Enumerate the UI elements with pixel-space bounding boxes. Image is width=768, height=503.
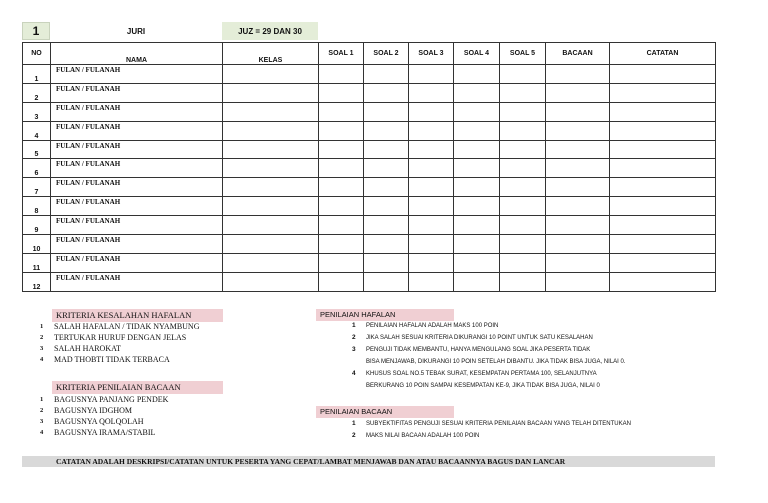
juz-label: JUZ = 29 DAN 30 — [222, 22, 318, 40]
item-text-line: PENILAIAN HAFALAN ADALAH MAKS 100 POIN — [366, 323, 499, 329]
score-cell[interactable] — [610, 253, 716, 272]
score-cell[interactable] — [610, 83, 716, 102]
item-number: 3 — [40, 418, 44, 425]
score-cell[interactable] — [319, 197, 364, 216]
score-cell[interactable] — [319, 83, 364, 102]
participant-name: FULAN / FULANAH — [51, 102, 223, 121]
score-cell[interactable] — [546, 140, 610, 159]
list-item — [40, 405, 168, 416]
score-cell[interactable] — [454, 121, 500, 140]
score-cell[interactable] — [409, 140, 454, 159]
score-cell[interactable] — [223, 253, 319, 272]
participant-name: FULAN / FULANAH — [51, 65, 223, 84]
list-item — [40, 332, 199, 343]
table-row — [23, 197, 716, 216]
score-cell[interactable] — [500, 178, 546, 197]
score-cell[interactable] — [546, 272, 610, 291]
score-cell[interactable] — [454, 178, 500, 197]
score-cell[interactable] — [454, 83, 500, 102]
item-text: TERTUKAR HURUF DENGAN JELAS — [54, 333, 187, 342]
table-row — [23, 159, 716, 178]
score-cell[interactable] — [319, 178, 364, 197]
column-header-soal-4: SOAL 4 — [454, 43, 500, 65]
table-row — [23, 216, 716, 235]
score-cell[interactable] — [500, 216, 546, 235]
score-cell[interactable] — [364, 140, 409, 159]
score-cell[interactable] — [409, 197, 454, 216]
penilaian-bacaan-list — [352, 418, 631, 442]
item-text: SALAH HAROKAT — [54, 344, 121, 353]
score-cell[interactable] — [364, 253, 409, 272]
participant-name: FULAN / FULANAH — [51, 83, 223, 102]
item-text: BAGUSNYA QOLQOLAH — [54, 417, 144, 426]
item-text: MAD THOBTI TIDAK TERBACA — [54, 355, 170, 364]
item-number: 1 — [40, 396, 44, 403]
score-cell[interactable] — [546, 178, 610, 197]
score-cell[interactable] — [364, 102, 409, 121]
participant-name: FULAN / FULANAH — [51, 197, 223, 216]
score-cell[interactable] — [319, 65, 364, 84]
item-text-line: PENGUJI TIDAK MEMBANTU, HANYA MENGULANG SOAL JIKA PESERTA TIDAK — [366, 347, 591, 353]
list-item — [352, 430, 631, 442]
juri-label: JURI — [126, 26, 146, 36]
score-table — [22, 42, 716, 292]
participant-name: FULAN / FULANAH — [51, 253, 223, 272]
participant-name: FULAN / FULANAH — [51, 140, 223, 159]
score-cell[interactable] — [223, 272, 319, 291]
score-cell[interactable] — [500, 121, 546, 140]
participant-name: FULAN / FULANAH — [51, 159, 223, 178]
row-number: 1 — [23, 65, 51, 84]
score-cell[interactable] — [546, 235, 610, 254]
score-cell[interactable] — [610, 197, 716, 216]
score-cell[interactable] — [364, 216, 409, 235]
score-cell[interactable] — [319, 140, 364, 159]
score-cell[interactable] — [319, 102, 364, 121]
score-cell[interactable] — [500, 272, 546, 291]
score-cell[interactable] — [223, 159, 319, 178]
participant-name: FULAN / FULANAH — [51, 272, 223, 291]
score-cell[interactable] — [319, 121, 364, 140]
kriteria-bacaan-title: KRITERIA PENILAIAN BACAAN — [52, 381, 223, 394]
item-number: 1 — [352, 420, 356, 427]
list-item — [352, 344, 626, 368]
row-number: 6 — [23, 159, 51, 178]
penilaian-bacaan-title: PENILAIAN BACAAN — [316, 406, 454, 418]
item-text: SALAH HAFALAN / TIDAK NYAMBUNG — [54, 322, 200, 331]
score-cell[interactable] — [610, 178, 716, 197]
penilaian-hafalan-title: PENILAIAN HAFALAN — [316, 309, 454, 321]
list-item — [40, 343, 199, 354]
table-row — [23, 178, 716, 197]
score-cell[interactable] — [223, 102, 319, 121]
score-cell[interactable] — [546, 65, 610, 84]
item-number: 2 — [40, 334, 44, 341]
score-cell[interactable] — [500, 197, 546, 216]
table-header-row — [23, 43, 716, 65]
participant-name: FULAN / FULANAH — [51, 178, 223, 197]
table-row — [23, 272, 716, 291]
row-number: 9 — [23, 216, 51, 235]
score-cell[interactable] — [610, 121, 716, 140]
table-row — [23, 121, 716, 140]
score-cell[interactable] — [454, 197, 500, 216]
item-number: 2 — [40, 407, 44, 414]
kriteria-hafalan-list — [40, 321, 199, 365]
score-cell[interactable] — [364, 197, 409, 216]
score-cell[interactable] — [364, 235, 409, 254]
score-cell[interactable] — [500, 253, 546, 272]
score-cell[interactable] — [364, 65, 409, 84]
score-cell[interactable] — [454, 272, 500, 291]
score-cell[interactable] — [610, 140, 716, 159]
score-cell[interactable] — [409, 216, 454, 235]
kriteria-bacaan-list — [40, 394, 168, 438]
score-cell[interactable] — [409, 178, 454, 197]
column-header-bacaan: BACAAN — [546, 43, 610, 65]
participant-name: FULAN / FULANAH — [51, 216, 223, 235]
score-cell[interactable] — [500, 65, 546, 84]
column-header-soal-3: SOAL 3 — [409, 43, 454, 65]
score-cell[interactable] — [546, 159, 610, 178]
score-cell[interactable] — [223, 197, 319, 216]
score-cell[interactable] — [364, 159, 409, 178]
row-number: 2 — [23, 83, 51, 102]
score-cell[interactable] — [364, 83, 409, 102]
score-cell[interactable] — [223, 121, 319, 140]
score-cell[interactable] — [454, 140, 500, 159]
kriteria-hafalan-title: KRITERIA KESALAHAN HAFALAN — [52, 309, 223, 322]
score-cell[interactable] — [500, 235, 546, 254]
list-item — [40, 427, 168, 438]
participant-name: FULAN / FULANAH — [51, 235, 223, 254]
row-number: 10 — [23, 235, 51, 254]
item-number: 4 — [40, 356, 44, 363]
score-cell[interactable] — [409, 102, 454, 121]
score-cell[interactable] — [409, 235, 454, 254]
score-cell[interactable] — [500, 140, 546, 159]
score-cell[interactable] — [319, 159, 364, 178]
item-number: 3 — [40, 345, 44, 352]
table-row — [23, 65, 716, 84]
row-number: 5 — [23, 140, 51, 159]
table-row — [23, 140, 716, 159]
score-cell[interactable] — [500, 102, 546, 121]
score-cell[interactable] — [454, 159, 500, 178]
item-text: BAGUSNYA IDGHOM — [54, 406, 133, 415]
score-cell[interactable] — [223, 140, 319, 159]
score-cell[interactable] — [319, 272, 364, 291]
item-number: 3 — [352, 346, 356, 353]
item-number: 4 — [40, 429, 44, 436]
item-number: 1 — [40, 323, 44, 330]
item-number: 2 — [352, 432, 356, 439]
score-cell[interactable] — [454, 65, 500, 84]
score-cell[interactable] — [223, 216, 319, 235]
score-cell[interactable] — [454, 216, 500, 235]
list-item — [40, 416, 168, 427]
row-number: 4 — [23, 121, 51, 140]
score-cell[interactable] — [409, 83, 454, 102]
score-cell[interactable] — [500, 83, 546, 102]
score-cell[interactable] — [409, 253, 454, 272]
list-item — [40, 394, 168, 405]
score-cell[interactable] — [409, 159, 454, 178]
score-cell[interactable] — [610, 216, 716, 235]
score-cell[interactable] — [409, 272, 454, 291]
score-cell[interactable] — [223, 83, 319, 102]
score-cell[interactable] — [546, 197, 610, 216]
item-text-line: MAKS NILAI BACAAN ADALAH 100 POIN — [366, 433, 480, 439]
column-header-soal-2: SOAL 2 — [364, 43, 409, 65]
column-header-soal-1: SOAL 1 — [319, 43, 364, 65]
score-cell[interactable] — [610, 159, 716, 178]
score-cell[interactable] — [546, 253, 610, 272]
score-cell[interactable] — [364, 272, 409, 291]
score-cell[interactable] — [223, 235, 319, 254]
score-cell[interactable] — [546, 102, 610, 121]
row-number: 3 — [23, 102, 51, 121]
score-cell[interactable] — [409, 65, 454, 84]
score-cell[interactable] — [610, 272, 716, 291]
table-row — [23, 253, 716, 272]
score-cell[interactable] — [319, 216, 364, 235]
score-cell[interactable] — [610, 65, 716, 84]
table-row — [23, 102, 716, 121]
column-header-nama: NAMA — [51, 43, 223, 65]
score-cell[interactable] — [364, 121, 409, 140]
score-cell[interactable] — [223, 178, 319, 197]
list-item — [40, 354, 199, 365]
item-text-line: SUBYEKTIFITAS PENGUJI SESUAI KRITERIA PENILAIAN BACAAN YANG TELAH DITENTUKAN — [366, 421, 631, 427]
row-number: 11 — [23, 253, 51, 272]
score-cell[interactable] — [610, 235, 716, 254]
score-cell[interactable] — [364, 178, 409, 197]
score-cell[interactable] — [454, 253, 500, 272]
footer-note: CATATAN ADALAH DESKRIPSI/CATATAN UNTUK PESERTA YANG CEPAT/LAMBAT MENJAWAB DAN ATAU BACAANNYA BAGUS DAN LANCAR — [22, 456, 715, 467]
score-cell[interactable] — [546, 216, 610, 235]
table-row — [23, 235, 716, 254]
item-text: BAGUSNYA IRAMA/STABIL — [54, 428, 156, 437]
score-cell[interactable] — [454, 102, 500, 121]
score-cell[interactable] — [409, 121, 454, 140]
score-cell[interactable] — [610, 102, 716, 121]
participant-name: FULAN / FULANAH — [51, 121, 223, 140]
score-cell[interactable] — [500, 159, 546, 178]
sheet-number: 1 — [22, 22, 50, 40]
score-cell[interactable] — [546, 121, 610, 140]
item-text-line: BERKURANG 10 POIN SAMPAI KESEMPATAN KE-9, JIKA TIDAK BISA JUGA, NILAI 0 — [366, 383, 600, 389]
list-item — [40, 321, 199, 332]
item-text-line: JIKA SALAH SESUAI KRITERIA DIKURANGI 10 POINT UNTUK SATU KESALAHAN — [366, 335, 593, 341]
item-text: BAGUSNYA PANJANG PENDEK — [54, 395, 169, 404]
column-header-no: NO — [23, 43, 51, 65]
column-header-soal-5: SOAL 5 — [500, 43, 546, 65]
item-text-line: KHUSUS SOAL NO.5 TEBAK SURAT, KESEMPATAN PERTAMA 100, SELANJUTNYA — [366, 371, 597, 377]
score-cell[interactable] — [546, 83, 610, 102]
row-number: 7 — [23, 178, 51, 197]
row-number: 12 — [23, 272, 51, 291]
list-item — [352, 332, 626, 344]
column-header-kelas: KELAS — [223, 43, 319, 65]
score-cell[interactable] — [454, 235, 500, 254]
item-number: 1 — [352, 322, 356, 329]
score-cell[interactable] — [223, 65, 319, 84]
column-header-catatan: CATATAN — [610, 43, 716, 65]
item-text-line: BISA MENJAWAB, DIKURANGI 10 POIN SETELAH DIBANTU. JIKA TIDAK BISA JUGA, NILAI 0. — [366, 359, 626, 365]
item-number: 2 — [352, 334, 356, 341]
list-item — [352, 368, 626, 392]
item-number: 4 — [352, 370, 356, 377]
score-cell[interactable] — [319, 235, 364, 254]
penilaian-hafalan-list — [352, 320, 626, 392]
list-item — [352, 418, 631, 430]
list-item — [352, 320, 626, 332]
score-cell[interactable] — [319, 253, 364, 272]
table-row — [23, 83, 716, 102]
row-number: 8 — [23, 197, 51, 216]
